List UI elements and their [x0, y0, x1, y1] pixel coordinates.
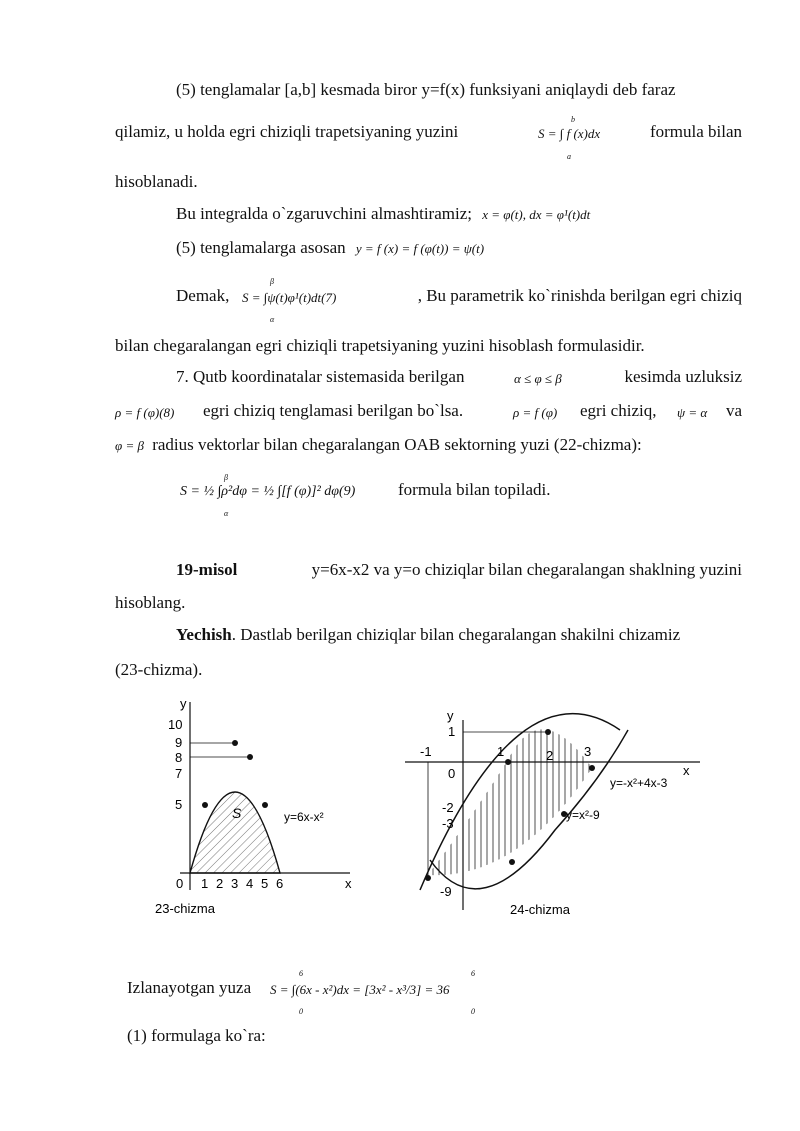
p6-line1-text: y=6x-x2 va y=o chiziqlar bilan chegaralangan shaklning yuzini	[311, 560, 742, 579]
fig23-y-tick-8: 8	[175, 750, 183, 765]
fig23-origin: 0	[176, 876, 184, 891]
fig23-x-tick-4: 4	[246, 876, 254, 891]
p1-line1-text: (5) tenglamalar [a,b] kesmada biror y=f(x) funksiyani aniqlaydi deb faraz	[176, 80, 676, 99]
paragraph-2	[176, 204, 590, 225]
fig23-x-tick-2: 2	[216, 876, 224, 891]
p5-formula-tail: formula bilan topiladi.	[398, 480, 551, 499]
figure-24	[400, 700, 720, 920]
p7-line2-text: (23-chizma).	[115, 660, 203, 679]
p4-line2-text: bilan chegaralangan egri chiziqli trapetsiyaning yuzini hisoblash formulasidir.	[115, 336, 645, 355]
fig24-caption: 24-chizma	[510, 902, 570, 917]
p8-text: Izlanayotgan yuza	[127, 978, 252, 997]
p4-formula: S = ∫ψ(t)φ¹(t)dt(7)	[242, 290, 337, 305]
p9-text: (1) formulaga ko`ra:	[127, 1026, 266, 1045]
p5-line2-text-2: egri chiziq,	[580, 401, 657, 420]
p8-integral-upper-limit: 6	[299, 969, 303, 978]
p1-line2-text-a: qilamiz, u holda egri chiziqli trapetsiyaning yuzini	[115, 122, 459, 141]
fig24-x-tick-3: 3	[584, 744, 592, 759]
p3-formula: y = f (x) = f (φ(t)) = ψ(t)	[355, 241, 485, 256]
fig23-x-tick-6: 6	[276, 876, 284, 891]
paragraph-7-line-1	[176, 625, 742, 645]
p5-line1-text-b: kesimda uzluksiz	[624, 367, 742, 386]
p5-line1-formula: α ≤ φ ≤ β	[514, 371, 562, 386]
fig24-x-tick-1: 1	[497, 744, 505, 759]
fig23-point-vertex	[232, 740, 238, 746]
fig24-y-tick-neg3: -3	[442, 816, 454, 831]
p5-formula-psi: ψ = α	[677, 405, 708, 420]
p4-text-b: , Bu parametrik ko`rinishda berilgan egri chiziq	[417, 286, 742, 305]
figure-23	[150, 690, 370, 920]
paragraph-1-line-1	[176, 80, 742, 100]
p5-line1-text-a: 7. Qutb koordinatalar sistemasida berilgan	[176, 367, 465, 386]
fig23-x-tick-3: 3	[231, 876, 239, 891]
p6-line2-text: hisoblang.	[115, 593, 186, 612]
paragraph-6-line-1	[176, 560, 742, 580]
fig24-x-tick-neg1: -1	[420, 744, 432, 759]
p8-eval-upper: 6	[471, 969, 475, 978]
fig24-point-2	[545, 729, 551, 735]
fig23-point-1-5	[202, 802, 208, 808]
solution-label: Yechish	[176, 625, 232, 644]
fig23-y-tick-9: 9	[175, 735, 183, 750]
p5-line2-text-1: egri chiziq tenglamasi berilgan bo`lsa.	[203, 401, 464, 420]
fig24-y-tick-neg9: -9	[440, 884, 452, 899]
fig24-point-5	[509, 859, 515, 865]
p2-formula: x = φ(t), dx = φ¹(t)dt	[482, 207, 591, 222]
example-number: 19-misol	[176, 560, 238, 579]
p5-formula-lower-limit: α	[224, 509, 229, 518]
p8-eval-lower: 0	[471, 1007, 475, 1016]
fig24-y-tick-1: 1	[448, 724, 456, 739]
paragraph-4-line-2	[115, 336, 645, 356]
paragraph-5-formula-line	[180, 473, 700, 518]
p1-integral-lower-limit: a	[567, 152, 571, 161]
p8-integral-lower-limit: 0	[299, 1007, 303, 1016]
paragraph-3	[176, 238, 484, 259]
p7-line1-text: . Dastlab berilgan chiziqlar bilan chegaralangan shakilni chizamiz	[231, 625, 681, 644]
p1-integral-formula: S = ∫ f (x)dx	[538, 126, 601, 141]
p3-text: (5) tenglamalarga asosan	[176, 238, 346, 257]
p2-text: Bu integralda o`zgaruvchini almashtiramiz;	[176, 204, 472, 223]
paragraph-9	[127, 1026, 266, 1046]
p4-integral-upper-limit: β	[270, 277, 274, 286]
fig24-point-1	[505, 759, 511, 765]
p4-integral-lower-limit: α	[270, 315, 275, 324]
p8-area-formula: S = ∫(6x - x²)dx = [3x² - x³/3] = 36	[270, 982, 450, 997]
p5-line2-text-3: va	[725, 401, 742, 420]
p6-line1	[176, 560, 742, 580]
fig23-caption: 23-chizma	[155, 901, 215, 916]
fig23-y-tick-5: 5	[175, 797, 183, 812]
paragraph-6-line-2	[115, 593, 185, 613]
fig24-x-tick-2: 2	[546, 748, 554, 763]
fig24-curve1-label: y=-x²+4x-3	[610, 776, 668, 790]
fig23-curve-label: y=6x-x²	[284, 810, 324, 824]
p5-formula-upper-limit: β	[224, 473, 228, 482]
fig24-curve2-label: y=x²-9	[566, 808, 600, 822]
p1-integral-upper-limit: b	[571, 115, 575, 124]
p5-line3-text: radius vektorlar bilan chegaralangan OAB sektorning yuzi (22-chizma):	[152, 435, 642, 454]
fig23-x-tick-1: 1	[201, 876, 209, 891]
paragraph-8	[127, 969, 687, 1016]
p1-line2-text-b: formula bilan	[649, 122, 742, 141]
fig24-point-3	[589, 765, 595, 771]
fig23-point-4-8	[247, 754, 253, 760]
fig23-y-axis-label: y	[180, 696, 187, 711]
fig24-y-axis-label: y	[447, 708, 454, 723]
paragraph-1-line-3	[115, 172, 198, 192]
fig24-y-tick-0: 0	[448, 766, 456, 781]
paragraph-7-line-2	[115, 660, 202, 680]
fig23-y-tick-7: 7	[175, 766, 183, 781]
p5-formula-rho-2: ρ = f (φ)	[513, 405, 558, 420]
fig23-area-label: S	[232, 805, 242, 821]
fig23-point-5-5	[262, 802, 268, 808]
fig24-point-6	[425, 875, 431, 881]
p4-text-a: Demak,	[176, 286, 230, 305]
fig23-x-axis-label: x	[345, 876, 352, 891]
fig23-x-tick-5: 5	[261, 876, 269, 891]
p5-formula-rho: ρ = f (φ)(8)	[115, 405, 175, 420]
fig23-y-tick-10: 10	[168, 717, 183, 732]
p5-sector-area-formula: S = ½ ∫ρ²dφ = ½ ∫[f (φ)]² dφ(9)	[180, 484, 356, 499]
fig24-x-axis-label: x	[683, 763, 690, 778]
paragraph-5-line-3	[115, 435, 642, 456]
fig24-y-tick-neg2: -2	[442, 800, 454, 815]
p1-line3-text: hisoblanadi.	[115, 172, 198, 191]
p5-formula-phi: φ = β	[115, 438, 144, 453]
